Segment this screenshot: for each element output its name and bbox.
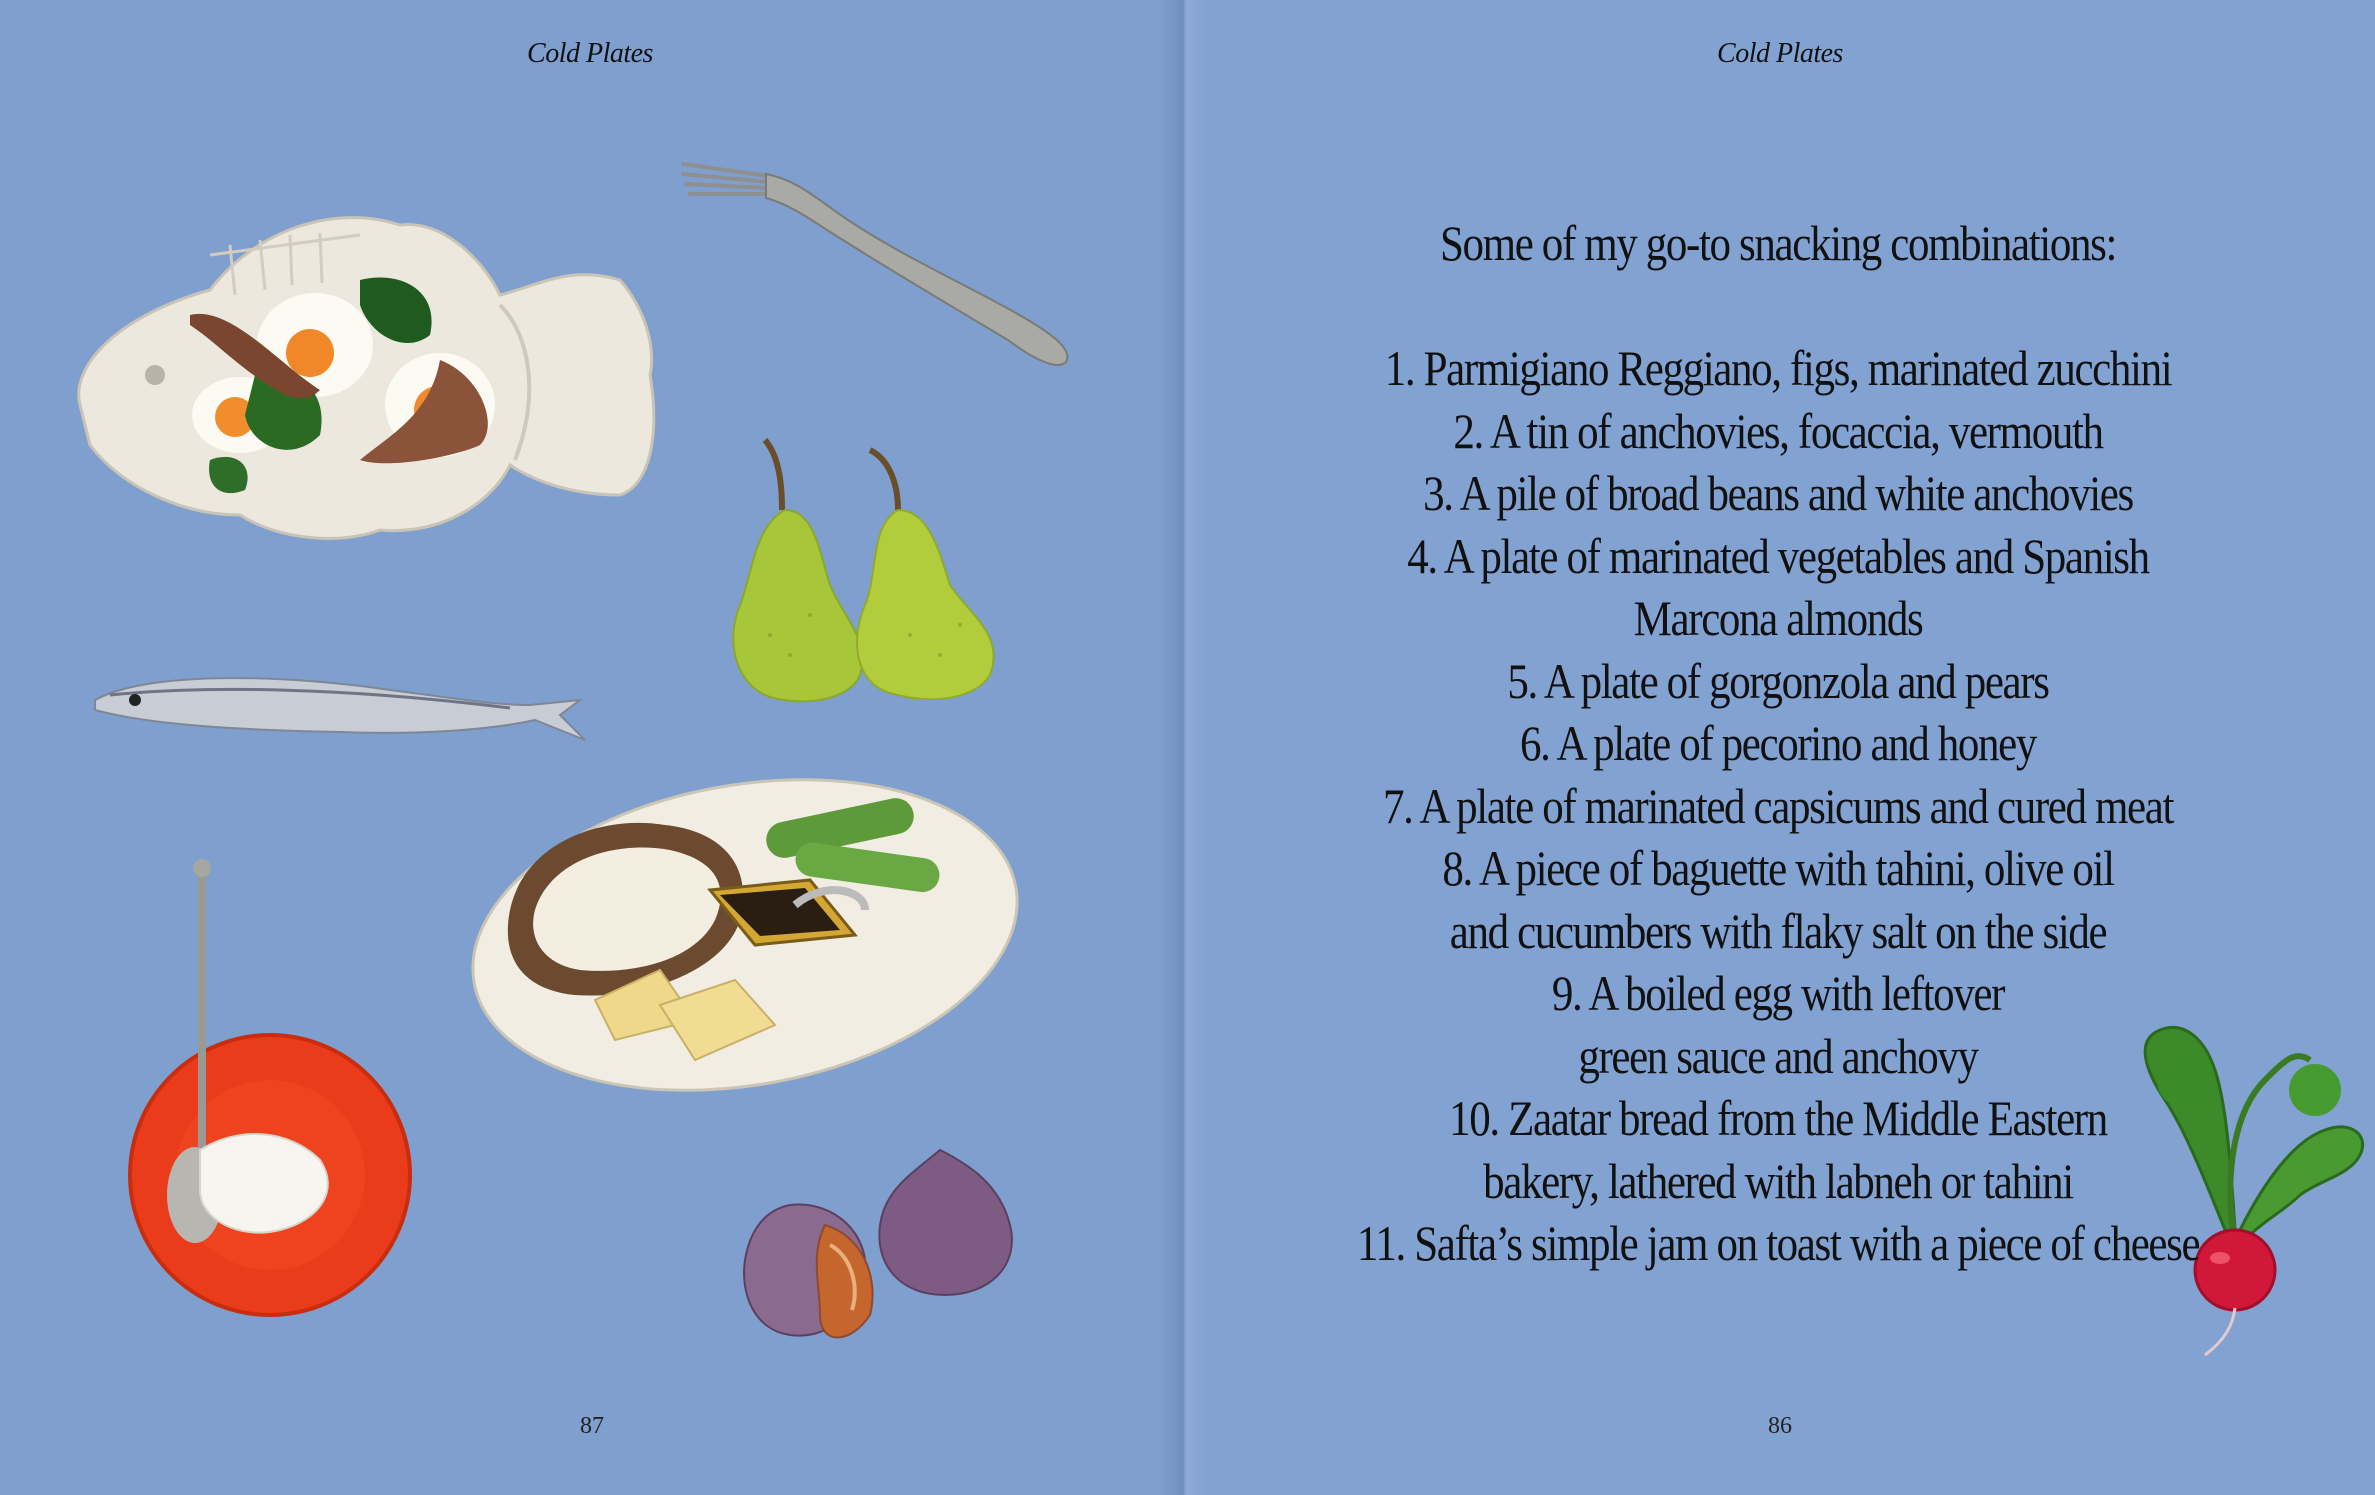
list-heading: Some of my go-to snacking combinations: [1439, 215, 2117, 271]
snacking-list [1305, 212, 2251, 1275]
book-gutter [1160, 0, 1208, 1495]
sardine-illustration [90, 660, 590, 760]
list-line: green sauce and anchovy [1578, 1027, 1978, 1084]
list-line: 1. Parmigiano Reggiano, figs, marinated zucchini [1384, 340, 2172, 396]
running-head-right: Cold Plates [1717, 38, 1843, 69]
list-line: Marcona almonds [1633, 590, 1923, 646]
list-spacer [1305, 275, 2251, 338]
figs-illustration [740, 1145, 1050, 1355]
running-head-left: Cold Plates [527, 38, 653, 69]
list-line: 7. A plate of marinated capsicums and cured meat [1382, 777, 2174, 834]
list-line: 2. A tin of anchovies, focaccia, vermouth [1453, 402, 2103, 459]
red-plate-illustration [90, 860, 460, 1320]
list-line: bakery, lathered with labneh or tahini [1483, 1152, 2073, 1209]
list-line: 6. A plate of pecorino and honey [1519, 715, 2037, 771]
list-line: 10. Zaatar bread from the Middle Eastern [1449, 1090, 2107, 1146]
list-line: 3. A pile of broad beans and white anchovies [1423, 465, 2133, 521]
list-line: 5. A plate of gorgonzola and pears [1507, 652, 2049, 709]
pears-illustration [730, 435, 1050, 705]
list-line: 8. A piece of baguette with tahini, olive oil [1442, 840, 2114, 896]
list-line: and cucumbers with flaky salt on the side [1449, 902, 2107, 959]
list-line: 4. A plate of marinated vegetables and Spanish [1407, 527, 2149, 584]
fish-plate-illustration [60, 195, 670, 555]
page-number-right: 86 [1768, 1413, 1792, 1439]
fork-illustration [678, 150, 1088, 370]
snack-plate-illustration [465, 770, 1025, 1100]
list-line: 9. A boiled egg with leftover [1551, 965, 2005, 1021]
page-number-left: 87 [580, 1413, 604, 1439]
list-line: 11. Safta’s simple jam on toast with a piece of cheese [1356, 1215, 2200, 1271]
